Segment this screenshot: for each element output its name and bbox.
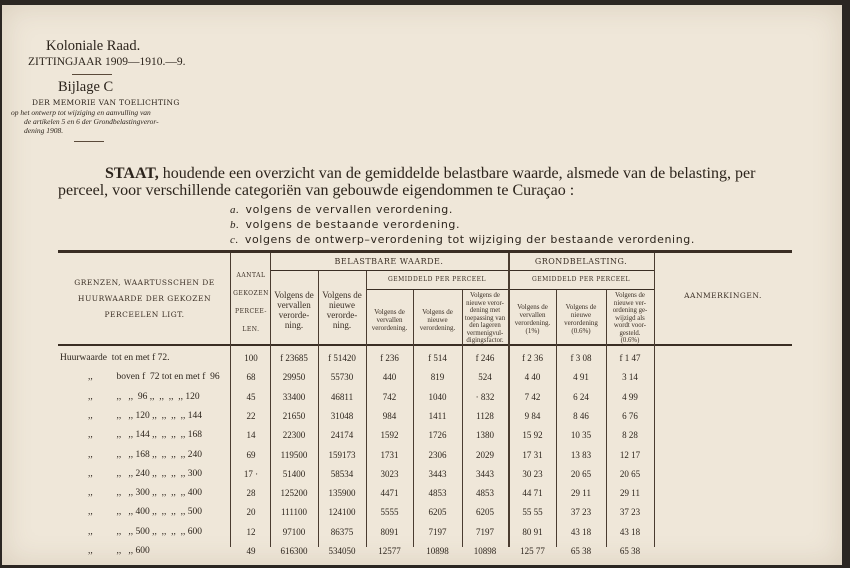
statement-line-2: perceel, voor verschillende categoriën van gebouwde eigendommen te Curaçao : [58, 182, 575, 199]
cell-bv: f 23685 [280, 353, 308, 363]
hgt-2: nieuwe veror- [466, 299, 504, 307]
cell-g1: 17 31 [522, 450, 543, 460]
hgt-1: Volgens de [470, 292, 500, 299]
hgv-3: verordening. [371, 324, 408, 332]
hgn-2: nieuwe [427, 316, 448, 324]
belastbare-rule [270, 270, 508, 271]
cell-bn: 159173 [328, 450, 356, 460]
header-aantal [231, 267, 271, 339]
session-year: ZITTINGJAAR 1909—1910.—9. [28, 56, 186, 68]
cell-gt: 7197 [476, 527, 494, 537]
hvv-1: Volgens de [274, 290, 314, 300]
note-line-2: de artikelen 5 en 6 der Grondbelastingveror- [24, 117, 159, 126]
cell-g2: f 3 08 [570, 353, 592, 363]
cell-gn: 6205 [428, 507, 447, 517]
cell-gv: 8091 [380, 527, 399, 537]
hvv-4: ning. [284, 320, 304, 330]
option-c [230, 233, 695, 246]
cell-bv: 616300 [280, 546, 308, 556]
hb3-4: wijzigd als [615, 314, 645, 322]
cell-bn: 135900 [328, 488, 356, 498]
cell-bn: 58534 [330, 469, 354, 479]
option-b-text: volgens de bestaande verordening. [245, 218, 461, 231]
header-gemiddeld-2: GEMIDDELD PER PERCEEL [531, 276, 630, 283]
hb1-4: (1%) [525, 327, 540, 335]
hgt-6: vermenigvul- [466, 329, 504, 337]
hb1-2: vervallen [519, 311, 546, 319]
cell-aantal: 22 [246, 411, 256, 421]
cell-g3: 37 23 [619, 507, 641, 517]
document-page [2, 5, 842, 565]
cell-g3: 3 14 [622, 372, 638, 382]
row-label: ,, ,, ,, 168 ,, ,, ,, ,, 240 [88, 450, 202, 460]
cell-g3: 12 17 [619, 450, 641, 460]
cell-g2: 8 46 [573, 411, 589, 421]
cell-aantal: 68 [246, 372, 256, 382]
cell-gn: 7197 [428, 527, 447, 537]
cell-gn: 1040 [428, 392, 447, 402]
table-top-rule [58, 250, 792, 253]
cell-g2: 37 23 [570, 507, 592, 517]
hb3-7: (0.6%) [620, 337, 640, 344]
cell-g1: 125 77 [520, 546, 545, 556]
row-label: ,, ,, ,, 120 ,, ,, ,, ,, 144 [88, 411, 202, 421]
cell-gt: f 246 [475, 353, 495, 363]
cell-aantal: 69 [246, 450, 256, 460]
hgn-3: verordening. [419, 324, 456, 332]
header-gemiddeld-1: GEMIDDELD PER PERCEEL [387, 276, 486, 283]
header-belastbare-waarde: BELASTBARE WAARDE. [334, 257, 444, 266]
cell-gv: 1592 [380, 430, 399, 440]
hvn-1: Volgens de [322, 290, 362, 300]
hvv-2: vervallen [277, 300, 311, 310]
cell-bn: 124100 [328, 507, 356, 517]
option-a-letter: a. [230, 204, 240, 216]
cell-aantal: 100 [244, 353, 258, 363]
cell-bv: 51400 [282, 469, 306, 479]
hb3-3: ordening ge- [612, 307, 648, 314]
row-label: ,, ,, ,, 96 ,, ,, ,, ,, 120 [88, 392, 200, 402]
hb1-1: Volgens de [517, 303, 548, 311]
cell-g1: 7 42 [524, 392, 541, 402]
cell-g2: 10 35 [570, 430, 592, 440]
hgt-4: toepassing van [464, 314, 506, 322]
cell-bv: 119500 [280, 450, 308, 460]
memo-line: DER MEMORIE VAN TOELICHTING [32, 98, 180, 107]
gemiddeld-rule-1 [366, 289, 508, 290]
cell-gn: 819 [430, 372, 445, 382]
option-b-letter: b. [230, 219, 240, 231]
cell-g2: 65 38 [570, 546, 592, 556]
cell-gv: 440 [382, 372, 397, 382]
cell-g1: f 2 36 [522, 353, 543, 363]
cell-aantal: 45 [246, 392, 256, 402]
cell-bv: 21650 [282, 411, 306, 421]
row-label: ,, ,, ,, 240 ,, ,, ,, ,, 300 [88, 469, 202, 479]
cell-bn: 24174 [330, 430, 354, 440]
note-line-3: dening 1908. [24, 126, 64, 135]
header-grenzen-line-2: HUURWAARDE DER GEKOZEN [77, 294, 212, 303]
row-label: ,, boven f 72 tot en met f 96 [88, 372, 220, 382]
header-gb-vervallen [509, 303, 556, 335]
hvn-2: nieuwe [329, 300, 355, 310]
cell-gv: 984 [382, 411, 397, 421]
cell-bv: 97100 [282, 527, 306, 537]
cell-g2: 29 11 [571, 488, 591, 498]
hgn-1: Volgens de [422, 308, 453, 316]
cell-aantal: 12 [246, 527, 256, 537]
hvv-3: verorde- [278, 310, 310, 320]
row-label: ,, ,, ,, 500 ,, ,, ,, ,, 600 [88, 527, 202, 537]
hvn-3: verorde- [326, 310, 358, 320]
header-grenzen-line-3: PERCEELEN LIGT. [104, 310, 185, 319]
cell-gn: 1411 [428, 411, 447, 421]
header-volgens-vervallen [270, 290, 318, 330]
cell-gt: 4853 [476, 488, 494, 498]
cell-gn: 2306 [428, 450, 447, 460]
cell-gt: 10898 [473, 546, 497, 556]
cell-bv: 125200 [280, 488, 308, 498]
header-grenzen [62, 275, 227, 323]
header-grondbelasting: GRONDBELASTING. [534, 257, 628, 266]
hb2-1: Volgens de [565, 303, 597, 311]
cell-gn: 10898 [426, 546, 449, 556]
cell-gt: 1380 [476, 430, 494, 440]
header-gb-ontwerp [606, 292, 654, 345]
cell-g3: 29 11 [620, 488, 640, 498]
note-rule [74, 141, 104, 142]
cell-gn: f 514 [428, 353, 447, 363]
grondbelasting-rule [508, 270, 654, 271]
header-aanmerkingen: AANMERKINGEN. [684, 291, 762, 300]
cell-bn: 46811 [330, 392, 354, 402]
header-gem-nieuwe [413, 308, 462, 332]
cell-bn: f 51420 [328, 353, 356, 363]
hb3-2: nieuwe ver- [613, 299, 647, 307]
hb2-2: nieuwe [570, 311, 592, 319]
cell-g2: 6 24 [573, 392, 589, 402]
option-a [230, 203, 453, 216]
cell-g3: 43 18 [619, 527, 641, 537]
cell-gt: 1128 [476, 411, 494, 421]
cell-g3: 8 28 [622, 430, 638, 440]
hb3-6: gesteld. [619, 329, 641, 337]
cell-g2: 20 65 [570, 469, 592, 479]
hgv-1: Volgens de [374, 308, 405, 316]
cell-g1: 30 23 [522, 469, 543, 479]
cell-gv: 12577 [378, 546, 401, 556]
option-a-text: volgens de vervallen verordening. [245, 203, 453, 216]
cell-aantal: 20 [246, 507, 256, 517]
cell-bn: 55730 [330, 372, 354, 382]
row-label: Huurwaarde tot en met f 72. [60, 353, 170, 363]
hvn-4: ning. [332, 320, 352, 330]
row-label: ,, ,, ,, 600 [88, 546, 150, 556]
cell-bv: 22300 [282, 430, 306, 440]
cell-bv: 33400 [282, 392, 306, 402]
header-gem-vervallen [366, 308, 413, 332]
cell-g2: 4 91 [573, 372, 589, 382]
cell-g3: 4 99 [622, 392, 638, 402]
cell-bn: 31048 [330, 411, 354, 421]
cell-gv: 5555 [380, 507, 399, 517]
cell-aantal: 14 [246, 430, 256, 440]
header-grenzen-line-1: GRENZEN, WAARTUSSCHEN DE [74, 278, 215, 287]
cell-g1: 4 40 [524, 372, 541, 382]
hb2-4: (0.6%) [571, 327, 591, 335]
cell-g3: 65 38 [619, 546, 641, 556]
cell-gv: 1731 [380, 450, 399, 460]
header-gb-nieuwe [556, 303, 606, 335]
cell-gt: 6205 [476, 507, 494, 517]
header-aantal-line-4: LEN. [242, 326, 260, 333]
header-volgens-nieuwe [318, 290, 366, 330]
header-gem-toepassing [462, 292, 508, 345]
cell-aantal: 49 [246, 546, 256, 556]
annex-title: Bijlage C [58, 79, 114, 95]
hb1-3: verordening. [514, 319, 551, 327]
cell-bv: 29950 [282, 372, 306, 382]
row-label: ,, ,, ,, 300 ,, ,, ,, ,, 400 [88, 488, 202, 498]
hb2-3: verordening [564, 319, 598, 327]
cell-g3: 6 76 [622, 411, 638, 421]
row-label: ,, ,, ,, 144 ,, ,, ,, ,, 168 [88, 430, 202, 440]
gemiddeld-rule-2 [508, 289, 654, 290]
cell-g2: 43 18 [570, 527, 592, 537]
cell-gv: f 236 [380, 353, 399, 363]
statement-lead: STAAT, [105, 165, 159, 182]
statement-line-1-rest: houdende een overzicht van de gemiddelde belastbare waarde, alsmede van de belasting, per [158, 165, 756, 182]
header-aantal-line-3: PERCEE- [235, 308, 267, 315]
cell-g1: 9 84 [524, 411, 541, 421]
cell-g3: f 1 47 [619, 353, 641, 363]
cell-gv: 4471 [380, 488, 399, 498]
cell-gt: 524 [478, 372, 492, 382]
council-title: Koloniale Raad. [46, 38, 141, 54]
header-aantal-line-2: GEKOZEN [233, 290, 269, 297]
note-line-1: op het ontwerp tot wijziging en aanvulling van [11, 108, 151, 117]
option-c-letter: c. [230, 234, 239, 246]
header-rule [72, 74, 112, 75]
cell-gn: 1726 [428, 430, 447, 440]
statement-line-1 [105, 165, 755, 183]
header-aantal-line-1: AANTAL [236, 272, 266, 279]
hgt-7: digingsfactor. [466, 337, 504, 344]
hb3-1: Volgens de [615, 292, 645, 299]
hb3-5: wordt voor- [613, 322, 647, 329]
cell-gt: 3443 [476, 469, 494, 479]
cell-bn: 534050 [328, 546, 356, 556]
hgt-5: den lageren [469, 322, 501, 329]
hgt-3: dening met [469, 307, 501, 314]
cell-gv: 3023 [380, 469, 399, 479]
cell-g3: 20 65 [619, 469, 641, 479]
cell-gt: · 832 [475, 392, 495, 402]
row-label: ,, ,, ,, 400 ,, ,, ,, ,, 500 [88, 507, 202, 517]
cell-g1: 55 55 [522, 507, 543, 517]
cell-aantal: 17 · [243, 469, 259, 479]
cell-gv: 742 [382, 392, 397, 402]
option-c-text: volgens de ontwerp–verordening tot wijziging der bestaande verordening. [244, 233, 695, 246]
cell-g1: 15 92 [522, 430, 543, 440]
cell-aantal: 28 [246, 488, 256, 498]
cell-gn: 4853 [428, 488, 447, 498]
cell-g1: 80 91 [522, 527, 543, 537]
cell-gt: 2029 [476, 450, 494, 460]
cell-g2: 13 83 [570, 450, 592, 460]
cell-bv: 111100 [281, 507, 307, 517]
table-header-rule [58, 344, 792, 346]
hgv-2: vervallen [376, 316, 403, 324]
cell-g1: 44 71 [522, 488, 543, 498]
cell-gn: 3443 [428, 469, 447, 479]
cell-bn: 86375 [330, 527, 354, 537]
option-b [230, 218, 460, 231]
